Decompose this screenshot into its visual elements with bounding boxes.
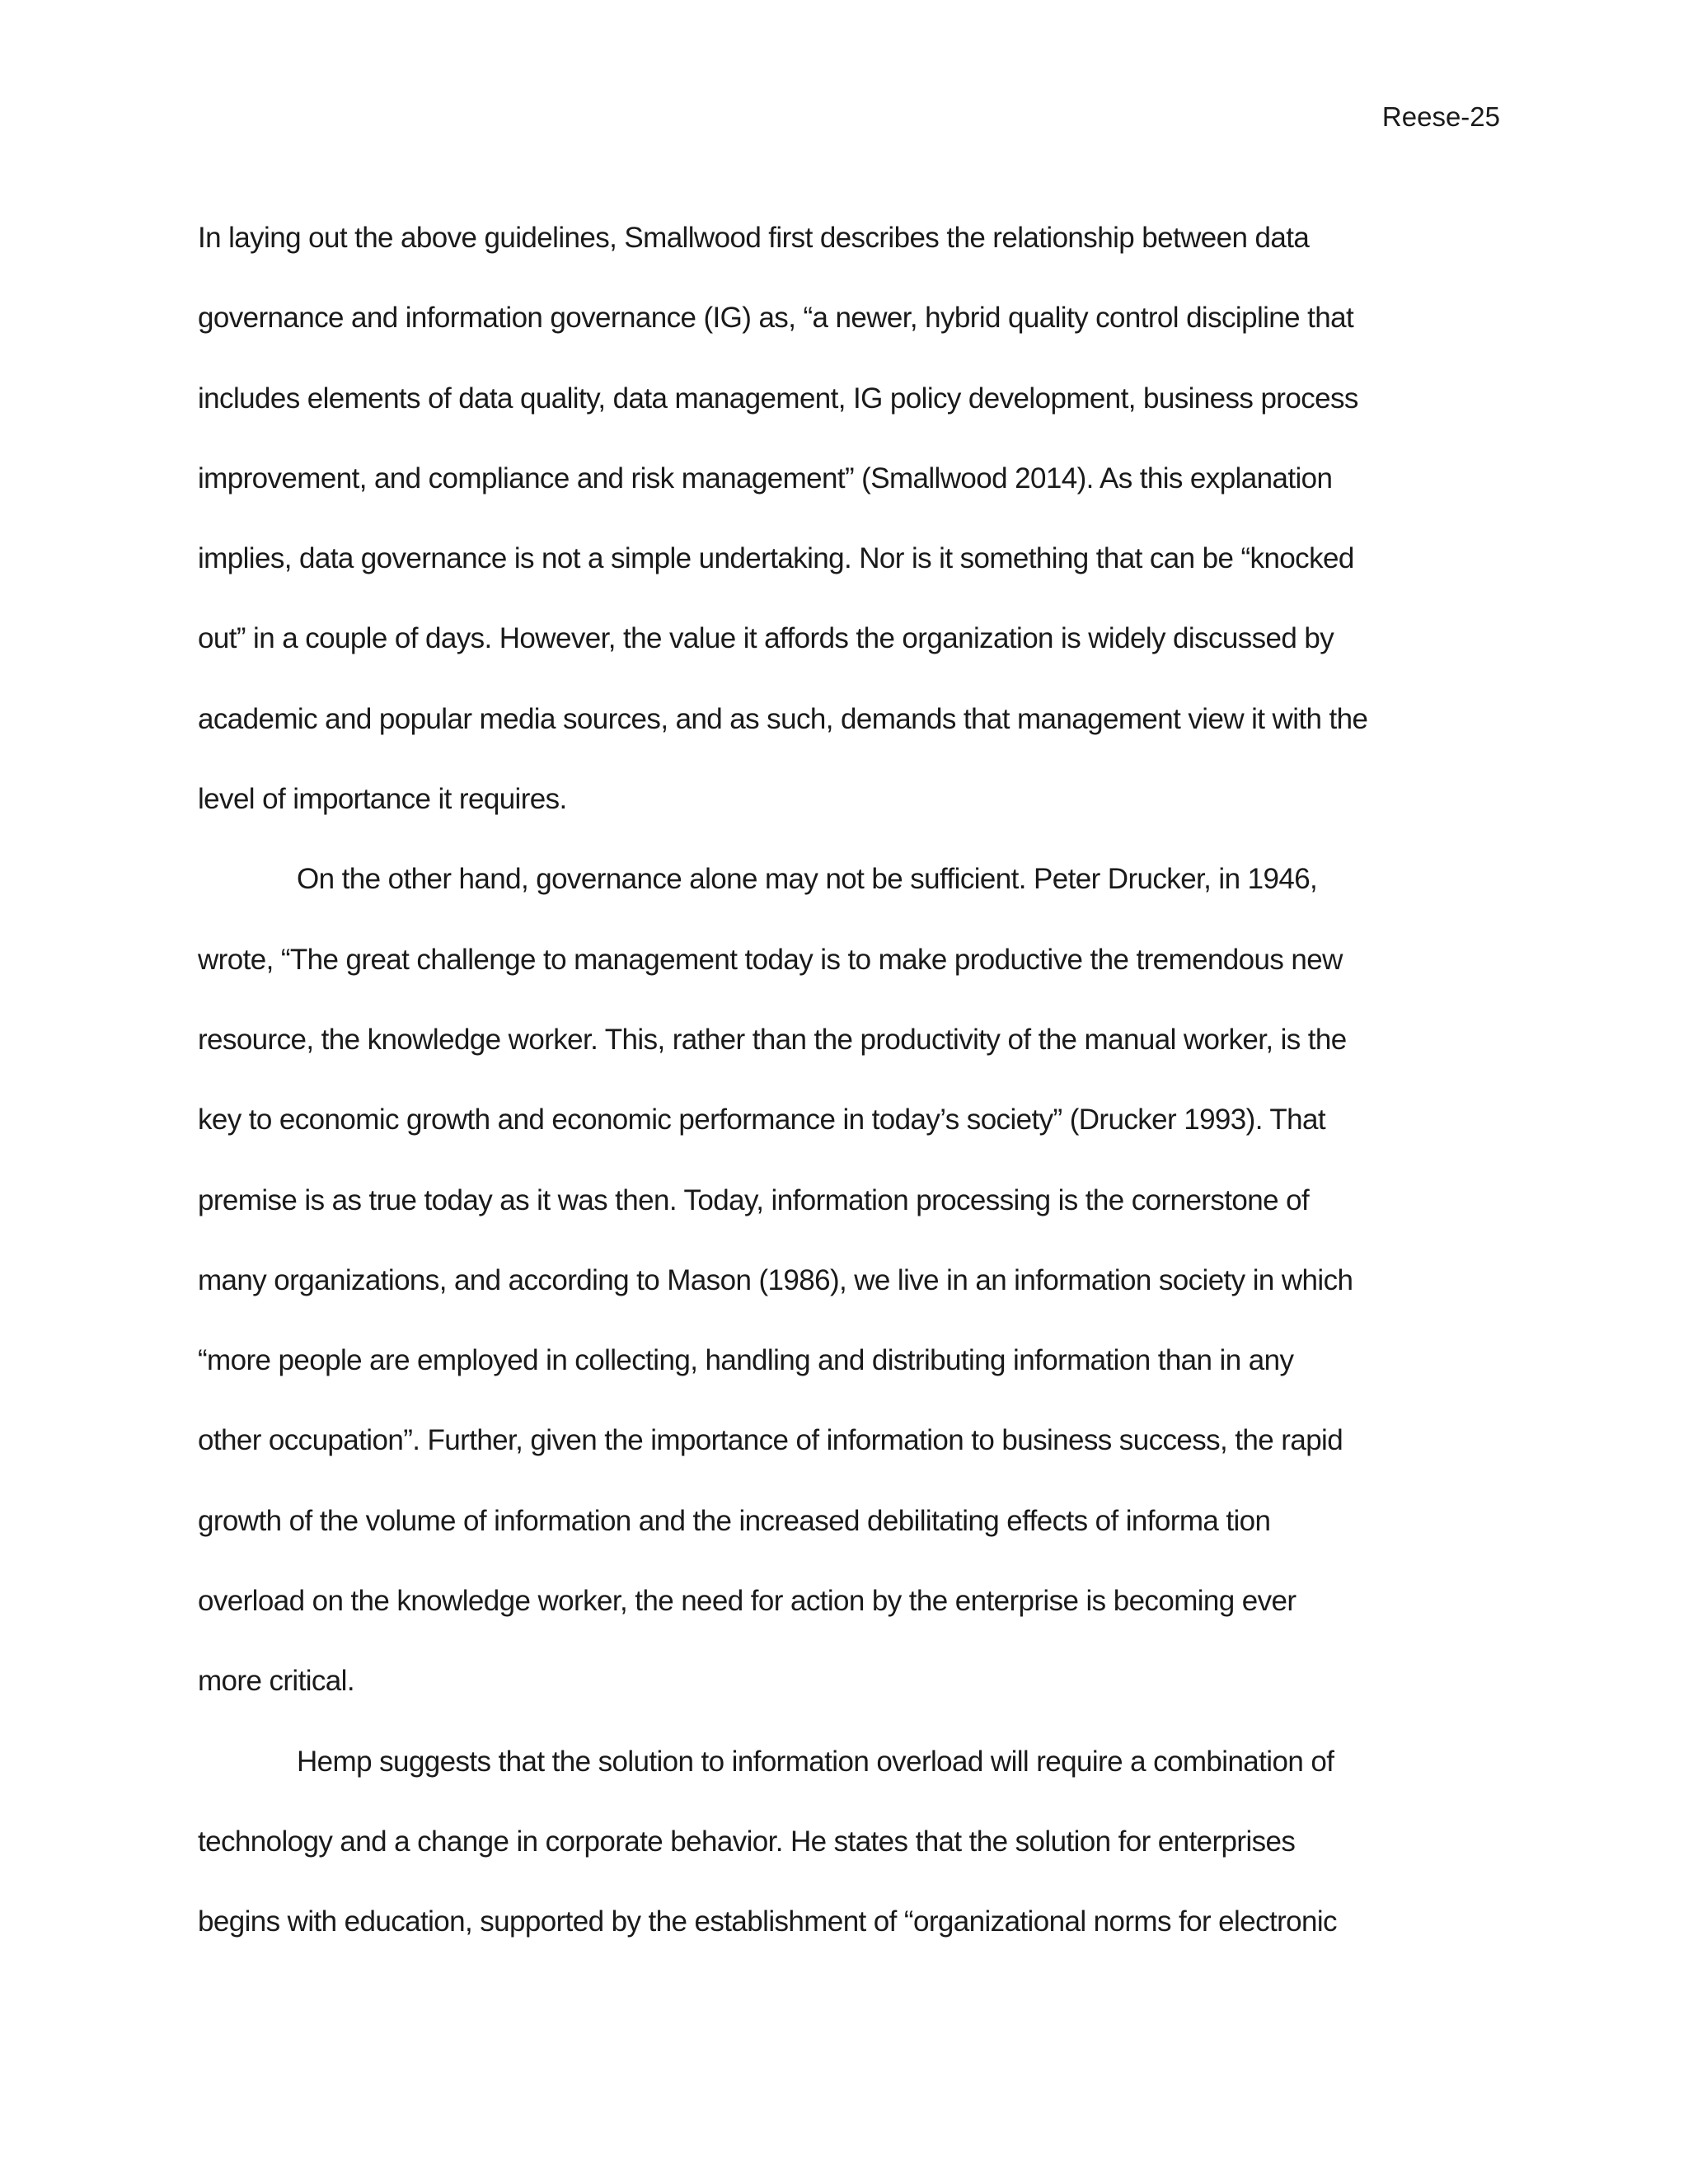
- text-line-indented: On the other hand, governance alone may not be sufficient. Peter Drucker, in 1946,: [297, 863, 1318, 896]
- text-line: includes elements of data quality, data management, IG policy development, business process: [198, 382, 1358, 415]
- text-line: governance and information governance (IG) as, “a newer, hybrid quality control discipline that: [198, 302, 1354, 335]
- text-line: improvement, and compliance and risk management” (Smallwood 2014). As this explanation: [198, 462, 1333, 494]
- text-line: key to economic growth and economic performance in today’s society” (Drucker 1993). That: [198, 1104, 1325, 1137]
- text-line: growth of the volume of information and the increased debilitating effects of informa tion: [198, 1504, 1271, 1537]
- document-body: [198, 198, 1484, 1962]
- text-line-indented: Hemp suggests that the solution to information overload will require a combination of: [297, 1745, 1334, 1778]
- text-line: academic and popular media sources, and as such, demands that management view it with the: [198, 702, 1368, 735]
- text-line: other occupation”. Further, given the importance of information to business success, the rapid: [198, 1424, 1343, 1457]
- text-line: premise is as true today as it was then. Today, information processing is the cornerstone of: [198, 1183, 1310, 1216]
- text-line: wrote, “The great challenge to management today is to make productive the tremendous new: [198, 943, 1343, 976]
- text-line: technology and a change in corporate behavior. He states that the solution for enterprises: [198, 1825, 1296, 1858]
- text-line: begins with education, supported by the establishment of “organizational norms for electronic: [198, 1905, 1337, 1938]
- text-line: level of importance it requires.: [198, 783, 567, 816]
- paragraph-knowledge-worker: [198, 839, 1484, 1721]
- text-line: resource, the knowledge worker. This, rather than the productivity of the manual worker, is the: [198, 1023, 1347, 1056]
- page-number-header: Reese-25: [1381, 101, 1500, 132]
- text-line: In laying out the above guidelines, Smallwood first describes the relationship between data: [198, 222, 1310, 254]
- paragraph-hemp-solution: [198, 1722, 1484, 1962]
- text-line: implies, data governance is not a simple undertaking. Nor is it something that can be “knocked: [198, 542, 1354, 575]
- text-line: “more people are employed in collecting, handling and distributing information than in any: [198, 1344, 1294, 1377]
- text-line: more critical.: [198, 1665, 354, 1698]
- paragraph-data-governance: [198, 198, 1484, 839]
- text-line: many organizations, and according to Mason (1986), we live in an information society in which: [198, 1263, 1353, 1296]
- text-line: overload on the knowledge worker, the need for action by the enterprise is becoming ever: [198, 1585, 1296, 1618]
- text-line: out” in a couple of days. However, the value it affords the organization is widely discussed by: [198, 622, 1334, 655]
